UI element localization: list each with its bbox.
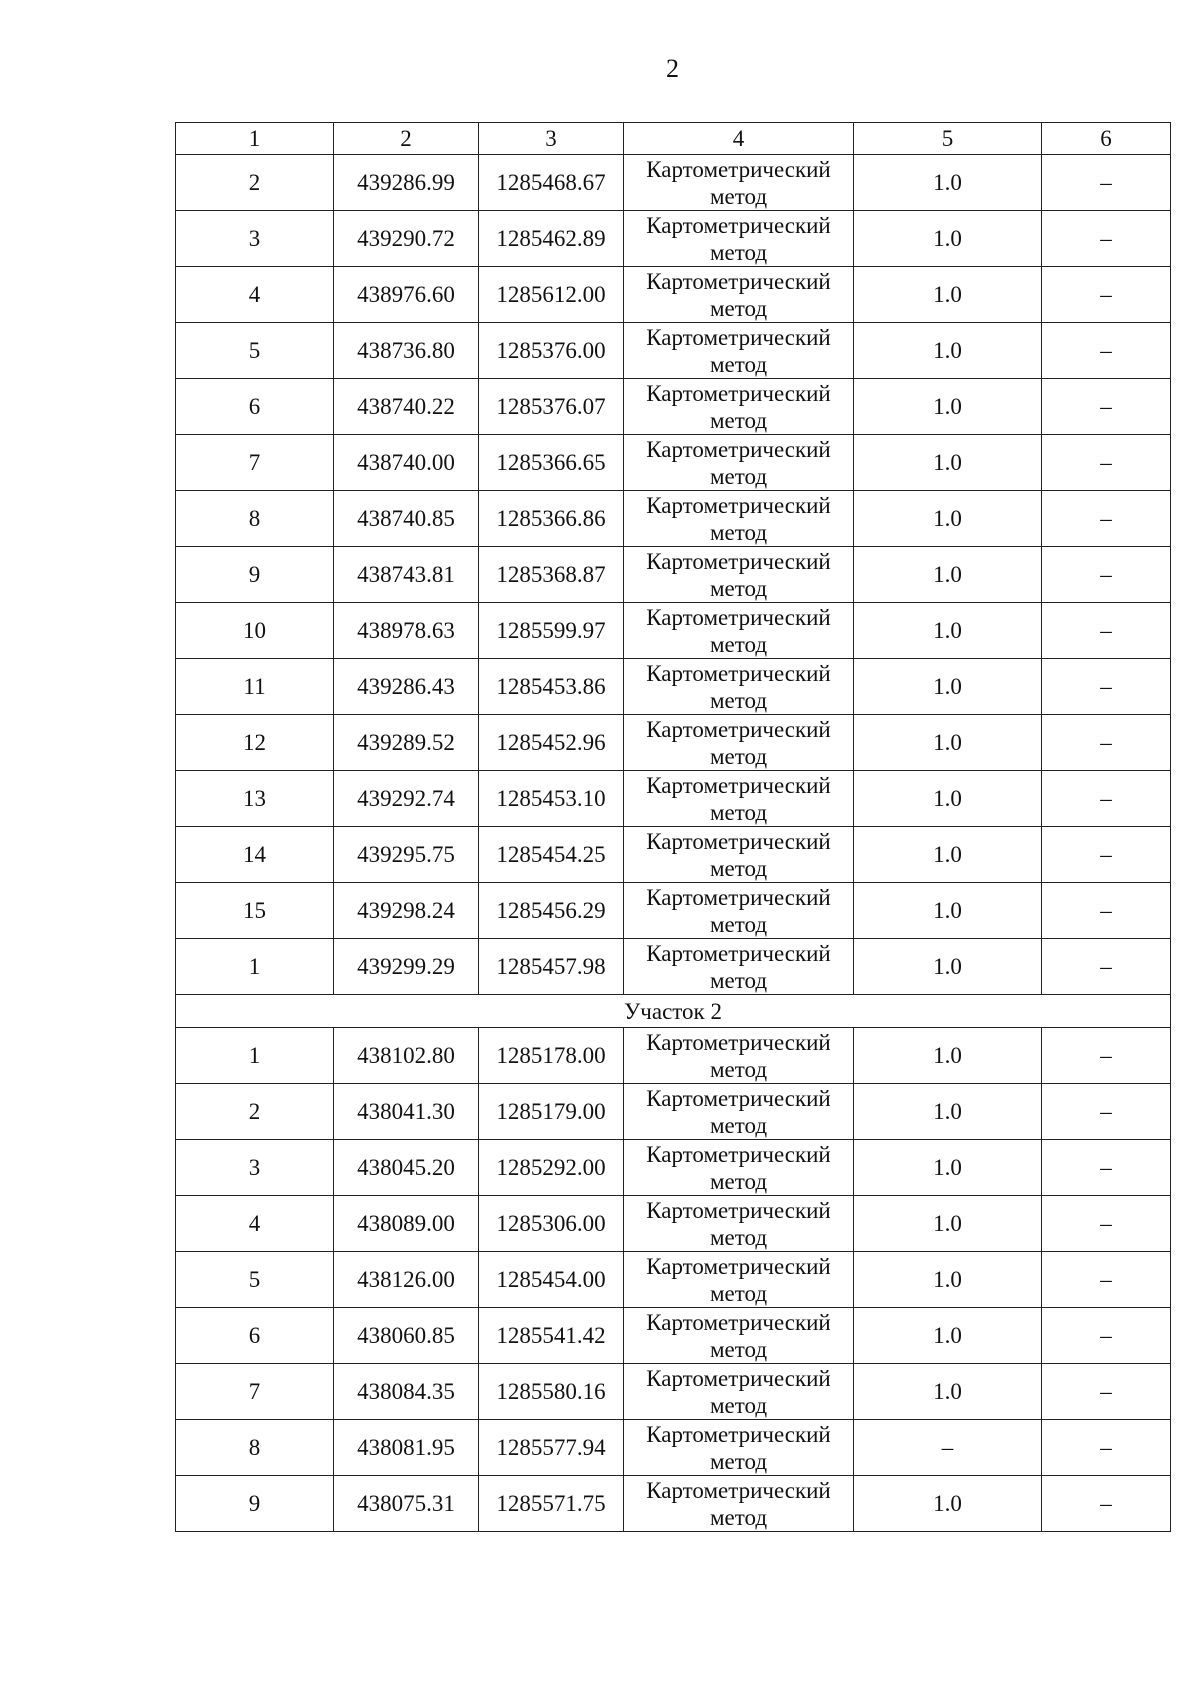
method-text: Картометрический метод: [646, 605, 831, 657]
table-cell: 1.0: [854, 659, 1042, 715]
table-cell: –: [1042, 267, 1171, 323]
table-row: [176, 939, 1171, 995]
coordinates-table-container: [175, 122, 1170, 1532]
table-cell: 1.0: [854, 771, 1042, 827]
table-cell: 1285366.65: [479, 435, 624, 491]
table-cell: 14: [176, 827, 334, 883]
table-cell: 1.0: [854, 379, 1042, 435]
table-cell: –: [1042, 435, 1171, 491]
method-text: Картометрический метод: [646, 549, 831, 601]
table-cell: 438045.20: [334, 1140, 479, 1196]
method-text: Картометрический метод: [646, 157, 831, 209]
table-cell: [624, 1196, 854, 1252]
method-text: Картометрический метод: [646, 325, 831, 377]
table-cell: 1285456.29: [479, 883, 624, 939]
table-cell: [624, 603, 854, 659]
table-cell: –: [1042, 1084, 1171, 1140]
table-cell: –: [1042, 379, 1171, 435]
table-cell: 438978.63: [334, 603, 479, 659]
table-cell: 438081.95: [334, 1420, 479, 1476]
table-cell: 8: [176, 491, 334, 547]
table-row: [176, 267, 1171, 323]
table-cell: 1285462.89: [479, 211, 624, 267]
table-cell: [624, 435, 854, 491]
table-cell: 1.0: [854, 323, 1042, 379]
table-cell: –: [1042, 1420, 1171, 1476]
table-cell: 438102.80: [334, 1028, 479, 1084]
table-cell: [624, 267, 854, 323]
table-cell: 1285580.16: [479, 1364, 624, 1420]
table-row: [176, 715, 1171, 771]
table-cell: –: [1042, 491, 1171, 547]
table-row: [176, 1420, 1171, 1476]
table-cell: 6: [176, 1308, 334, 1364]
table-cell: 1.0: [854, 1084, 1042, 1140]
table-cell: 438740.22: [334, 379, 479, 435]
header-cell: 5: [854, 123, 1042, 155]
table-row: [176, 1028, 1171, 1084]
table-cell: –: [1042, 1308, 1171, 1364]
table-cell: [624, 939, 854, 995]
table-row: [176, 659, 1171, 715]
table-cell: 1.0: [854, 267, 1042, 323]
table-cell: –: [1042, 211, 1171, 267]
table-cell: [624, 323, 854, 379]
table-cell: 1.0: [854, 1196, 1042, 1252]
table-cell: 439292.74: [334, 771, 479, 827]
table-cell: 438126.00: [334, 1252, 479, 1308]
method-text: Картометрический метод: [646, 1366, 831, 1418]
method-text: Картометрический метод: [646, 829, 831, 881]
table-cell: 2: [176, 1084, 334, 1140]
table-row: [176, 211, 1171, 267]
table-cell: 1.0: [854, 1140, 1042, 1196]
table-cell: –: [1042, 1140, 1171, 1196]
table-cell: 1.0: [854, 547, 1042, 603]
method-text: Картометрический метод: [646, 1422, 831, 1474]
table-cell: 438743.81: [334, 547, 479, 603]
table-cell: [624, 491, 854, 547]
table-cell: 438736.80: [334, 323, 479, 379]
method-text: Картометрический метод: [646, 885, 831, 937]
table-cell: 7: [176, 1364, 334, 1420]
method-text: Картометрический метод: [646, 1254, 831, 1306]
section-title: Участок 2: [176, 995, 1171, 1028]
method-text: Картометрический метод: [646, 1142, 831, 1194]
table-cell: [624, 659, 854, 715]
table-cell: 1285376.00: [479, 323, 624, 379]
table-cell: –: [854, 1420, 1042, 1476]
table-cell: 439289.52: [334, 715, 479, 771]
method-text: Картометрический метод: [646, 661, 831, 713]
table-header-row: [176, 123, 1171, 155]
table-cell: 8: [176, 1420, 334, 1476]
table-cell: 1.0: [854, 939, 1042, 995]
table-cell: 1.0: [854, 1476, 1042, 1532]
table-cell: 7: [176, 435, 334, 491]
table-cell: 15: [176, 883, 334, 939]
method-text: Картометрический метод: [646, 1086, 831, 1138]
table-cell: 2: [176, 155, 334, 211]
table-cell: [624, 379, 854, 435]
table-row: [176, 1140, 1171, 1196]
table-cell: [624, 547, 854, 603]
table-cell: [624, 211, 854, 267]
table-row: [176, 1084, 1171, 1140]
table-cell: 439299.29: [334, 939, 479, 995]
table-cell: –: [1042, 1028, 1171, 1084]
table-cell: 438060.85: [334, 1308, 479, 1364]
table-cell: 1.0: [854, 435, 1042, 491]
table-cell: 1285454.25: [479, 827, 624, 883]
header-cell: 2: [334, 123, 479, 155]
table-cell: 439290.72: [334, 211, 479, 267]
table-cell: [624, 1084, 854, 1140]
table-cell: 1285178.00: [479, 1028, 624, 1084]
method-text: Картометрический метод: [646, 493, 831, 545]
table-cell: 1285292.00: [479, 1140, 624, 1196]
table-cell: [624, 1308, 854, 1364]
table-cell: [624, 827, 854, 883]
table-cell: 439298.24: [334, 883, 479, 939]
table-row: [176, 1364, 1171, 1420]
table-cell: 11: [176, 659, 334, 715]
table-cell: 439286.43: [334, 659, 479, 715]
table-cell: 438041.30: [334, 1084, 479, 1140]
method-text: Картометрический метод: [646, 437, 831, 489]
table-cell: [624, 715, 854, 771]
table-cell: 13: [176, 771, 334, 827]
table-cell: 1: [176, 939, 334, 995]
table-cell: –: [1042, 1252, 1171, 1308]
table-row: [176, 1308, 1171, 1364]
table-cell: –: [1042, 1476, 1171, 1532]
table-cell: 439295.75: [334, 827, 479, 883]
table-cell: [624, 1420, 854, 1476]
section-row: [176, 995, 1171, 1028]
table-cell: 1.0: [854, 883, 1042, 939]
table-cell: –: [1042, 827, 1171, 883]
table-row: [176, 771, 1171, 827]
table-cell: –: [1042, 659, 1171, 715]
method-text: Картометрический метод: [646, 1030, 831, 1082]
table-row: [176, 491, 1171, 547]
table-cell: 1285376.07: [479, 379, 624, 435]
table-cell: 1285366.86: [479, 491, 624, 547]
table-cell: –: [1042, 1364, 1171, 1420]
table-cell: 1: [176, 1028, 334, 1084]
method-text: Картометрический метод: [646, 1478, 831, 1530]
table-cell: 1285577.94: [479, 1420, 624, 1476]
method-text: Картометрический метод: [646, 1310, 831, 1362]
header-cell: 6: [1042, 123, 1171, 155]
table-row: [176, 1476, 1171, 1532]
table-row: [176, 603, 1171, 659]
table-cell: 438084.35: [334, 1364, 479, 1420]
coordinates-table: [175, 122, 1171, 1532]
table-row: [176, 547, 1171, 603]
table-cell: 1285453.86: [479, 659, 624, 715]
table-cell: [624, 155, 854, 211]
table-cell: [624, 771, 854, 827]
table-cell: 1.0: [854, 603, 1042, 659]
table-cell: 5: [176, 1252, 334, 1308]
table-cell: 1285457.98: [479, 939, 624, 995]
table-row: [176, 155, 1171, 211]
table-cell: 1285453.10: [479, 771, 624, 827]
table-cell: –: [1042, 547, 1171, 603]
method-text: Картометрический метод: [646, 213, 831, 265]
table-cell: 3: [176, 1140, 334, 1196]
table-row: [176, 827, 1171, 883]
table-cell: –: [1042, 155, 1171, 211]
table-cell: –: [1042, 1196, 1171, 1252]
table-cell: 1.0: [854, 211, 1042, 267]
table-cell: 1.0: [854, 1252, 1042, 1308]
table-cell: 1285599.97: [479, 603, 624, 659]
table-cell: –: [1042, 715, 1171, 771]
table-cell: –: [1042, 771, 1171, 827]
table-cell: [624, 1140, 854, 1196]
table-cell: 9: [176, 1476, 334, 1532]
table-cell: 6: [176, 379, 334, 435]
table-cell: 1285452.96: [479, 715, 624, 771]
table-cell: 1285571.75: [479, 1476, 624, 1532]
method-text: Картометрический метод: [646, 773, 831, 825]
method-text: Картометрический метод: [646, 717, 831, 769]
table-cell: [624, 1364, 854, 1420]
table-row: [176, 1252, 1171, 1308]
table-cell: 1285454.00: [479, 1252, 624, 1308]
table-cell: 1285468.67: [479, 155, 624, 211]
table-cell: 438740.00: [334, 435, 479, 491]
table-row: [176, 323, 1171, 379]
table-row: [176, 379, 1171, 435]
header-cell: 4: [624, 123, 854, 155]
table-cell: 438976.60: [334, 267, 479, 323]
table-row: [176, 1196, 1171, 1252]
method-text: Картометрический метод: [646, 1198, 831, 1250]
table-cell: –: [1042, 939, 1171, 995]
table-cell: 3: [176, 211, 334, 267]
page-number: 2: [666, 54, 679, 83]
table-cell: 1.0: [854, 155, 1042, 211]
table-cell: [624, 1476, 854, 1532]
header-cell: 3: [479, 123, 624, 155]
table-cell: 1.0: [854, 715, 1042, 771]
table-cell: [624, 883, 854, 939]
table-cell: 1285368.87: [479, 547, 624, 603]
table-row: [176, 435, 1171, 491]
table-cell: 5: [176, 323, 334, 379]
table-cell: 4: [176, 267, 334, 323]
table-cell: 438089.00: [334, 1196, 479, 1252]
table-cell: [624, 1028, 854, 1084]
table-cell: –: [1042, 603, 1171, 659]
table-cell: 1285306.00: [479, 1196, 624, 1252]
table-cell: 4: [176, 1196, 334, 1252]
table-cell: 9: [176, 547, 334, 603]
table-cell: 1285612.00: [479, 267, 624, 323]
table-cell: 439286.99: [334, 155, 479, 211]
table-row: [176, 883, 1171, 939]
table-cell: –: [1042, 323, 1171, 379]
table-cell: –: [1042, 883, 1171, 939]
table-cell: 1285179.00: [479, 1084, 624, 1140]
table-cell: 438075.31: [334, 1476, 479, 1532]
method-text: Картометрический метод: [646, 269, 831, 321]
table-cell: 1.0: [854, 1364, 1042, 1420]
table-cell: 1285541.42: [479, 1308, 624, 1364]
method-text: Картометрический метод: [646, 941, 831, 993]
table-cell: 438740.85: [334, 491, 479, 547]
table-cell: 10: [176, 603, 334, 659]
header-cell: 1: [176, 123, 334, 155]
method-text: Картометрический метод: [646, 381, 831, 433]
table-cell: 1.0: [854, 827, 1042, 883]
table-cell: 1.0: [854, 491, 1042, 547]
table-cell: 1.0: [854, 1028, 1042, 1084]
table-cell: 1.0: [854, 1308, 1042, 1364]
table-cell: [624, 1252, 854, 1308]
table-cell: 12: [176, 715, 334, 771]
